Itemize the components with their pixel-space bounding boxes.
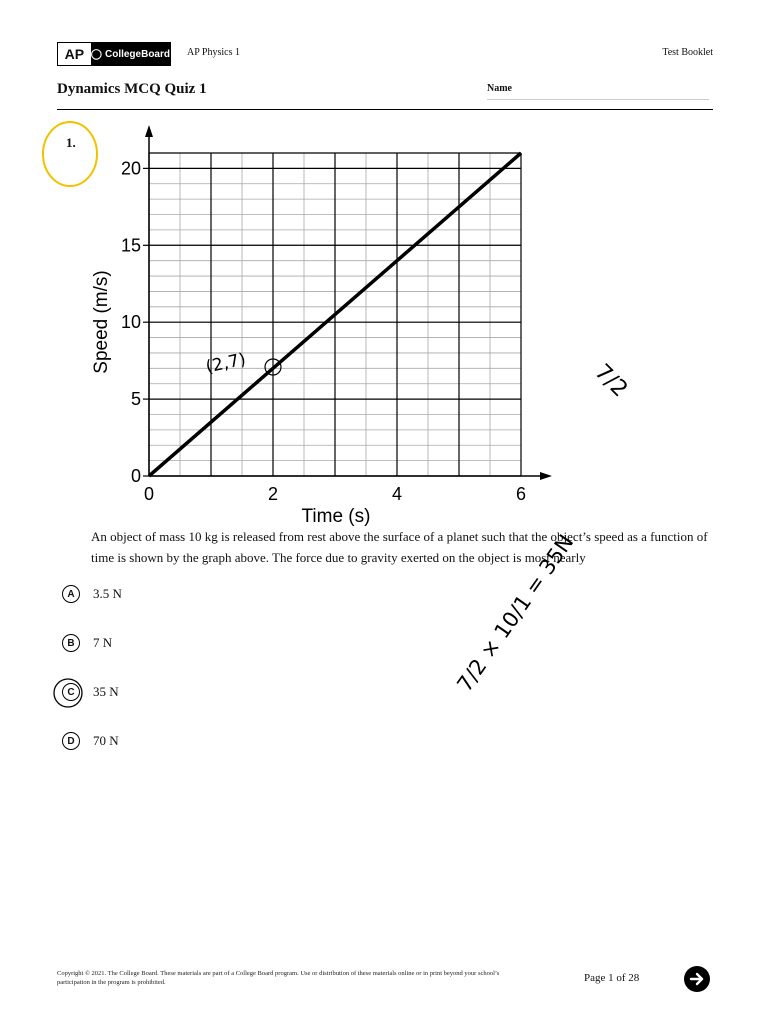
x-tick-label: 6	[515, 484, 527, 504]
quiz-title: Dynamics MCQ Quiz 1	[57, 81, 207, 97]
booklet-label: Test Booklet	[662, 47, 713, 58]
choice-letter-badge: A	[62, 585, 80, 603]
next-page-button[interactable]	[684, 966, 710, 992]
arrow-right-icon	[688, 970, 706, 988]
x-axis-label: Time (s)	[301, 506, 371, 527]
course-name: AP Physics 1	[187, 47, 240, 58]
question-text: An object of mass 10 kg is released from rest above the surface of a planet such that the object’s speed as a function of time is shown by the graph above. The force due to gravity exerted on the object is most nearly	[91, 529, 708, 565]
answer-choice-b[interactable]	[62, 632, 112, 654]
question-number: 1.	[66, 135, 76, 150]
collegeboard-label: CollegeBoard	[104, 48, 170, 60]
page-number: Page 1 of 28	[584, 972, 640, 984]
y-tick-label: 5	[130, 389, 141, 410]
acorn-icon: ◯	[90, 48, 102, 60]
y-tick-label: 15	[120, 235, 141, 256]
tick-labels	[121, 158, 526, 504]
ap-logo: AP	[64, 46, 85, 62]
y-axis-label: Speed (m/s)	[91, 270, 112, 374]
choice-text: 3.5 N	[93, 586, 122, 601]
choice-text: 70 N	[93, 733, 119, 748]
point-label-handwriting: (2,7)	[204, 349, 248, 378]
calculation-handwriting: 7/2 × 10/1 = 35N	[452, 530, 579, 696]
answer-choice-d[interactable]	[62, 730, 119, 752]
x-tick-label: 0	[143, 484, 155, 504]
x-axis-arrow-icon	[540, 472, 552, 480]
answer-choice-a[interactable]	[62, 583, 122, 605]
choice-letter-badge: C	[62, 683, 80, 701]
copyright-notice: Copyright © 2021. The College Board. These materials are part of a College Board program. Use or distribution of these materials online or in print beyond your school’s participation in the program is prohibited.	[57, 970, 500, 986]
name-label: Name	[487, 83, 512, 94]
slope-note-handwriting: 7/2	[589, 359, 633, 403]
y-tick-label: 10	[120, 312, 141, 333]
choice-text: 35 N	[93, 684, 119, 699]
choice-letter-badge: B	[62, 634, 80, 652]
y-tick-label: 20	[120, 158, 141, 179]
answer-choice-c[interactable]	[62, 681, 119, 703]
choice-letter-badge: D	[62, 732, 80, 750]
x-tick-label: 2	[267, 484, 279, 504]
choice-text: 7 N	[93, 635, 113, 650]
y-axis-arrow-icon	[145, 125, 153, 137]
y-tick-label: 0	[130, 466, 141, 486]
x-tick-label: 4	[391, 484, 403, 504]
